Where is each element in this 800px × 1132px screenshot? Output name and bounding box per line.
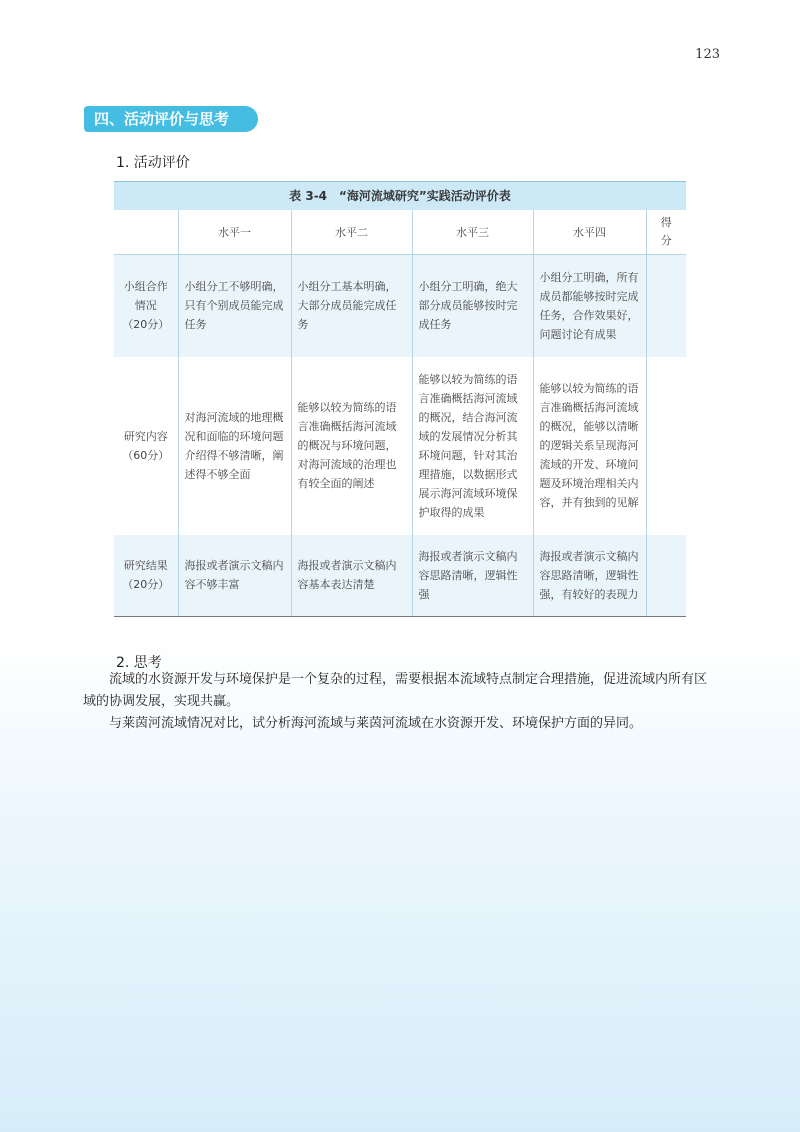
score-cell — [646, 535, 686, 617]
row-label: 小组合作 情况 （20分） — [114, 255, 178, 357]
table-cell: 能够以较为简练的语言准确概括海河流域的概况，结合海河流域的发展情况分析其环境问题，针对其治理措施，以数据形式展示海河流域环境保护取得的成果 — [412, 357, 533, 535]
table-cell: 能够以较为简练的语言准确概括海河流域的概况与环境问题，对海河流域的治理也有较全面的阐述 — [291, 357, 412, 535]
table-cell: 小组分工基本明确，大部分成员能完成任务 — [291, 255, 412, 357]
evaluation-table-container — [114, 181, 686, 617]
table-cell: 小组分工不够明确，只有个别成员能完成任务 — [178, 255, 291, 357]
evaluation-table — [114, 210, 686, 617]
header-level-3: 水平三 — [412, 210, 533, 255]
row-label: 研究内容 （60分） — [114, 357, 178, 535]
table-row-content — [114, 357, 686, 535]
reflection-paragraph-1: 流域的水资源开发与环境保护是一个复杂的过程，需要根据本流域特点制定合理措施，促进流域内所有区域的协调发展，实现共赢。 — [83, 672, 708, 709]
header-level-2: 水平二 — [291, 210, 412, 255]
table-cell: 小组分工明确，绝大部分成员能够按时完成任务 — [412, 255, 533, 357]
table-header-row — [114, 210, 686, 255]
section-title-banner: 四、活动评价与思考 — [84, 106, 258, 132]
header-cell-empty — [114, 210, 178, 255]
header-level-1: 水平一 — [178, 210, 291, 255]
score-cell — [646, 255, 686, 357]
table-cell: 对海河流域的地理概况和面临的环境问题介绍得不够清晰，阐述得不够全面 — [178, 357, 291, 535]
table-cell: 能够以较为简练的语言准确概括海河流域的概况，能够以清晰的逻辑关系呈现海河流域的开发、环境问题及环境治理相关内容，并有独到的见解 — [533, 357, 646, 535]
table-cell: 海报或者演示文稿内容思路清晰，逻辑性强 — [412, 535, 533, 617]
row-label: 研究结果 （20分） — [114, 535, 178, 617]
score-cell — [646, 357, 686, 535]
reflection-heading: 2. 思考 — [116, 655, 162, 671]
table-caption: 表 3-4 “海河流域研究”实践活动评价表 — [114, 181, 686, 210]
header-score: 得 分 — [646, 210, 686, 255]
table-row-teamwork — [114, 255, 686, 357]
reflection-paragraph-2: 与莱茵河流域情况对比，试分析海河流域与莱茵河流域在水资源开发、环境保护方面的异同。 — [109, 716, 643, 731]
table-cell: 小组分工明确，所有成员都能够按时完成任务，合作效果好，问题讨论有成果 — [533, 255, 646, 357]
evaluation-heading: 1. 活动评价 — [116, 155, 190, 171]
header-level-4: 水平四 — [533, 210, 646, 255]
table-cell: 海报或者演示文稿内容思路清晰，逻辑性强，有较好的表现力 — [533, 535, 646, 617]
table-cell: 海报或者演示文稿内容基本表达清楚 — [291, 535, 412, 617]
table-row-results — [114, 535, 686, 617]
table-cell: 海报或者演示文稿内容不够丰富 — [178, 535, 291, 617]
page-number: 123 — [695, 47, 720, 62]
